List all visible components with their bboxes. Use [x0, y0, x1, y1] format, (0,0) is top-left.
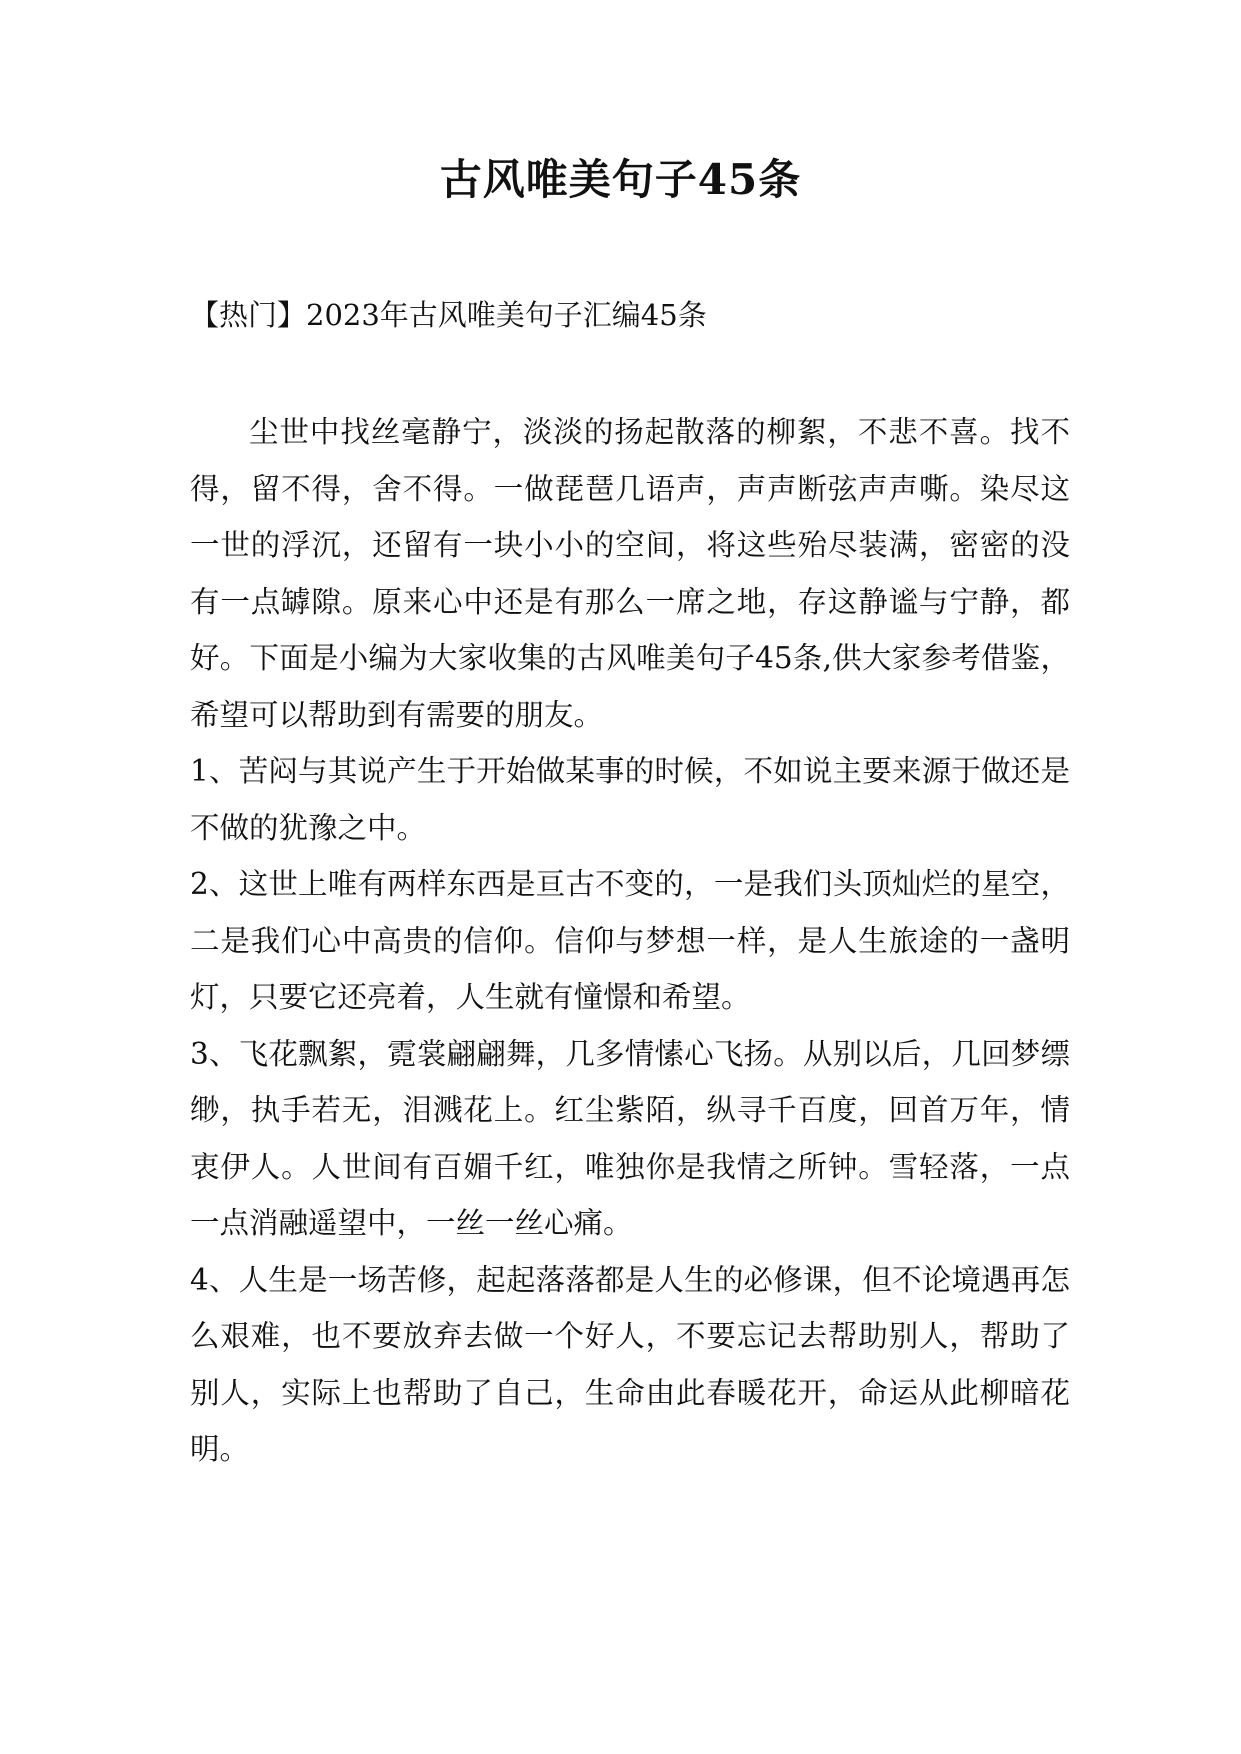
document-body: [190, 404, 1070, 1478]
list-item: 4、人生是一场苦修，起起落落都是人生的必修课，但不论境遇再怎么艰难，也不要放弃去做一个好人，不要忘记去帮助别人，帮助了别人，实际上也帮助了自己，生命由此春暖花开，命运从此柳暗花明。: [190, 1262, 1070, 1466]
list-item: 1、苦闷与其说产生于开始做某事的时候，不如说主要来源于做还是不做的犹豫之中。: [190, 754, 1070, 845]
list-item: 3、飞花飘絮，霓裳翩翩舞，几多情愫心飞扬。从别以后，几回梦缥缈，执手若无，泪溅花上。红尘紫陌，纵寻千百度，回首万年，情衷伊人。人世间有百媚千红，唯独你是我情之所钟。雪轻落，一点一点消融遥望中，一丝一丝心痛。: [190, 1036, 1070, 1240]
document-subtitle: 【热门】2023年古风唯美句子汇编45条: [190, 298, 707, 332]
list-item: 2、这世上唯有两样东西是亘古不变的，一是我们头顶灿烂的星空，二是我们心中高贵的信仰。信仰与梦想一样，是人生旅途的一盏明灯，只要它还亮着，人生就有憧憬和希望。: [190, 867, 1070, 1014]
document-title: 古风唯美句子45条: [439, 155, 802, 204]
intro-paragraph: 尘世中找丝毫静宁，淡淡的扬起散落的柳絮，不悲不喜。找不得，留不得，舍不得。一做琵琶几语声，声声断弦声声嘶。染尽这一世的浮沉，还留有一块小小的空间，将这些殆尽装满，密密的没有一点罅隙。原来心中还是有那么一席之地，存这静谧与宁静，都好。下面是小编为大家收集的古风唯美句子45条,供大家参考借鉴，希望可以帮助到有需要的朋友。: [190, 415, 1070, 732]
